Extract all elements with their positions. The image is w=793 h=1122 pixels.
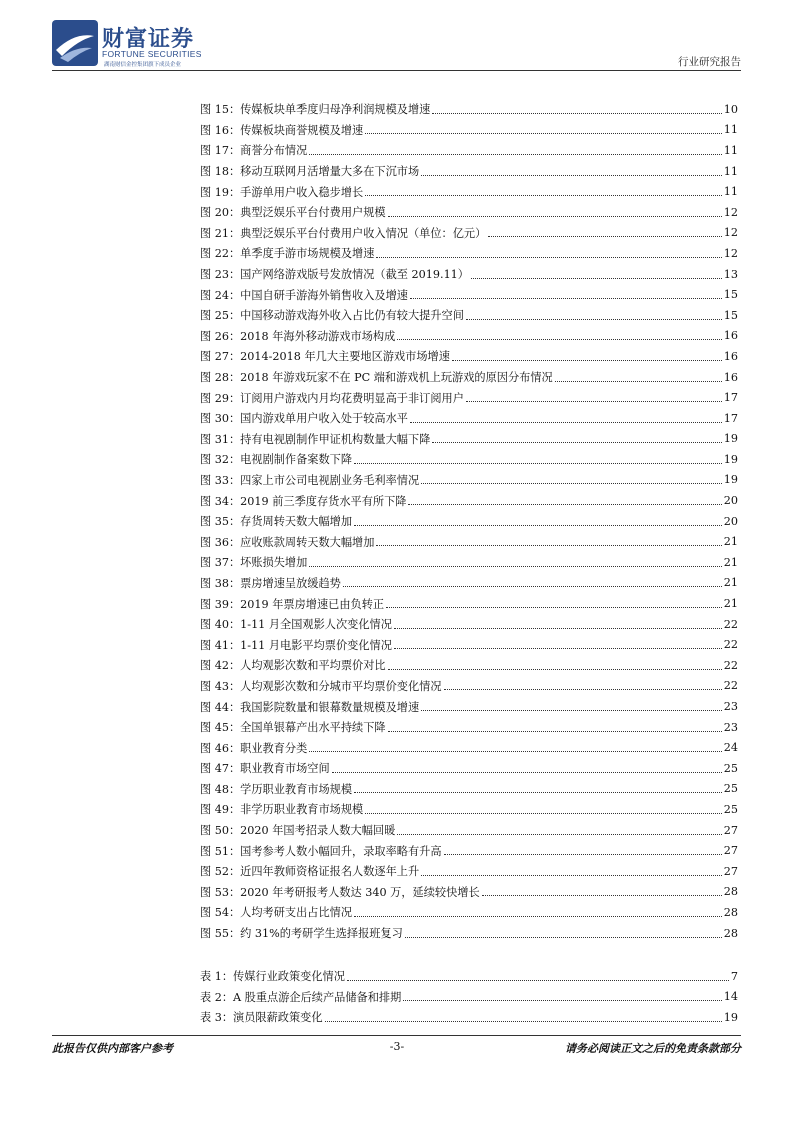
figure-entry-label: 图 36：应收账款周转天数大幅增加 xyxy=(200,535,375,549)
figure-entry-label: 图 40：1-11 月全国观影人次变化情况 xyxy=(200,618,392,632)
dot-leader xyxy=(388,731,722,732)
figure-entry-label: 图 27：2014-2018 年几大主要地区游戏市场增速 xyxy=(200,350,450,364)
footer-disclaimer-right: 请务必阅读正文之后的免责条款部分 xyxy=(565,1042,741,1055)
figure-entry-label: 图 32：电视剧制作备案数下降 xyxy=(200,453,353,467)
dot-leader xyxy=(354,916,722,917)
figure-entry[interactable] xyxy=(200,223,738,244)
figure-entry[interactable] xyxy=(200,552,738,573)
table-entry-page: 7 xyxy=(730,969,738,983)
figure-entry-page: 20 xyxy=(723,514,738,528)
figure-entry[interactable] xyxy=(200,470,738,491)
dot-leader xyxy=(343,586,722,587)
figure-entry[interactable] xyxy=(200,840,738,861)
figure-entry-page: 10 xyxy=(723,102,738,116)
figure-entry[interactable] xyxy=(200,655,738,676)
dot-leader xyxy=(421,710,722,711)
figure-entry-label: 图 18：移动互联网月活增量大多在下沉市场 xyxy=(200,165,420,179)
figure-entry-label: 图 43：人均观影次数和分城市平均票价变化情况 xyxy=(200,679,442,693)
figure-entry-label: 图 46：职业教育分类 xyxy=(200,741,308,755)
figure-entry-page: 12 xyxy=(723,226,738,240)
logo-english-name: FORTUNE SECURITIES xyxy=(102,49,202,59)
figure-entry-label: 图 33：四家上市公司电视剧业务毛利率情况 xyxy=(200,473,420,487)
figure-entry[interactable] xyxy=(200,346,738,367)
figure-entry-page: 11 xyxy=(723,123,738,137)
figure-entry-page: 15 xyxy=(723,308,738,322)
figure-entry-page: 17 xyxy=(723,391,738,405)
report-type-label: 行业研究报告 xyxy=(678,56,741,68)
dot-leader xyxy=(309,154,721,155)
logo-subtitle: 湖南财信金控集团旗下成员企业 xyxy=(104,62,182,68)
figure-entry-label: 图 53：2020 年考研报考人数达 340 万，延续较快增长 xyxy=(200,885,480,899)
figure-entry[interactable] xyxy=(200,902,738,923)
figure-entry-page: 21 xyxy=(723,555,738,569)
figure-entry-label: 图 47：职业教育市场空间 xyxy=(200,762,330,776)
dot-leader xyxy=(365,133,722,134)
figure-entry-label: 图 30：国内游戏单用户收入处于较高水平 xyxy=(200,412,408,426)
figure-entry[interactable] xyxy=(200,779,738,800)
figure-entry[interactable] xyxy=(200,531,738,552)
figure-entry[interactable] xyxy=(200,490,738,511)
figure-entry-page: 16 xyxy=(723,349,738,363)
figure-entry-label: 图 35：存货周转天数大幅增加 xyxy=(200,515,353,529)
figure-entry-label: 图 15：传媒板块单季度归母净利润规模及增速 xyxy=(200,103,431,117)
figure-entry-page: 25 xyxy=(723,761,738,775)
figure-entry-page: 22 xyxy=(723,617,738,631)
footer-divider xyxy=(52,1035,741,1036)
figure-entry[interactable] xyxy=(200,820,738,841)
figure-entry-label: 图 49：非学历职业教育市场规模 xyxy=(200,803,364,817)
figure-entry-label: 图 42：人均观影次数和平均票价对比 xyxy=(200,659,386,673)
figure-entry-page: 27 xyxy=(723,844,738,858)
figure-entry-page: 12 xyxy=(723,246,738,260)
dot-leader xyxy=(410,422,722,423)
figure-entry-page: 15 xyxy=(723,288,738,302)
figure-index-list xyxy=(200,99,738,943)
figure-entry-label: 图 45：全国单银幕产出水平持续下降 xyxy=(200,721,386,735)
figure-entry-page: 21 xyxy=(723,535,738,549)
table-entry-label: 表 1：传媒行业政策变化情况 xyxy=(200,970,345,984)
dot-leader xyxy=(388,669,722,670)
figure-entry-label: 图 23：国产网络游戏版号发放情况（截至 2019.11） xyxy=(200,268,469,282)
figure-entry-page: 21 xyxy=(723,576,738,590)
figure-entry-label: 图 28：2018 年游戏玩家不在 PC 端和游戏机上玩游戏的原因分布情况 xyxy=(200,371,553,385)
table-index-list xyxy=(200,966,738,1028)
figure-entry-page: 27 xyxy=(723,823,738,837)
figure-entry-page: 19 xyxy=(723,432,738,446)
dot-leader xyxy=(432,442,721,443)
dot-leader xyxy=(365,195,722,196)
figure-entry-page: 16 xyxy=(723,329,738,343)
fortune-logo-icon xyxy=(52,20,98,66)
figure-entry[interactable] xyxy=(200,99,738,120)
dot-leader xyxy=(354,792,722,793)
dot-leader xyxy=(386,607,722,608)
dot-leader xyxy=(555,381,722,382)
footer-disclaimer-left: 此报告仅供内部客户参考 xyxy=(52,1042,173,1055)
figure-entry[interactable] xyxy=(200,264,738,285)
dot-leader xyxy=(444,689,722,690)
dot-leader xyxy=(397,834,721,835)
dot-leader xyxy=(325,1021,722,1022)
dot-leader xyxy=(394,628,722,629)
figure-entry-label: 图 17：商誉分布情况 xyxy=(200,144,308,158)
figure-entry[interactable] xyxy=(200,676,738,697)
dot-leader xyxy=(309,751,721,752)
figure-entry-label: 图 37：坏账损失增加 xyxy=(200,556,308,570)
figure-entry[interactable] xyxy=(200,367,738,388)
dot-leader xyxy=(394,648,722,649)
figure-entry-page: 11 xyxy=(723,164,738,178)
dot-leader xyxy=(354,463,722,464)
figure-entry[interactable] xyxy=(200,511,738,532)
figure-entry-page: 21 xyxy=(723,597,738,611)
figure-entry-label: 图 48：学历职业教育市场规模 xyxy=(200,782,353,796)
figure-entry-label: 图 34：2019 前三季度存货水平有所下降 xyxy=(200,494,407,508)
figure-entry[interactable] xyxy=(200,737,738,758)
figure-entry-page: 22 xyxy=(723,638,738,652)
figure-entry-label: 图 29：订阅用户游戏内月均花费明显高于非订阅用户 xyxy=(200,391,464,405)
dot-leader xyxy=(482,895,722,896)
company-logo xyxy=(52,20,202,66)
figure-entry-label: 图 39：2019 年票房增速已由负转正 xyxy=(200,597,385,611)
figure-entry-page: 28 xyxy=(723,926,738,940)
dot-leader xyxy=(466,401,722,402)
dot-leader xyxy=(421,175,722,176)
dot-leader xyxy=(397,339,721,340)
figure-entry-page: 11 xyxy=(723,143,738,157)
table-entry-page: 19 xyxy=(723,1010,738,1024)
figure-entry-page: 17 xyxy=(723,411,738,425)
dot-leader xyxy=(410,298,722,299)
figure-entry-page: 23 xyxy=(723,720,738,734)
figure-entry[interactable] xyxy=(200,305,738,326)
dot-leader xyxy=(347,980,729,981)
figure-entry-page: 22 xyxy=(723,679,738,693)
figure-entry-page: 28 xyxy=(723,885,738,899)
dot-leader xyxy=(471,278,722,279)
figure-entry-page: 20 xyxy=(723,494,738,508)
figure-entry[interactable] xyxy=(200,717,738,738)
figure-entry[interactable] xyxy=(200,284,738,305)
figure-entry-label: 图 20：典型泛娱乐平台付费用户规模 xyxy=(200,206,386,220)
figure-entry-page: 12 xyxy=(723,205,738,219)
figure-entry-page: 16 xyxy=(723,370,738,384)
figure-entry-label: 图 54：人均考研支出占比情况 xyxy=(200,906,353,920)
dot-leader xyxy=(488,236,721,237)
table-entry-label: 表 3：演员限薪政策变化 xyxy=(200,1011,323,1025)
figure-entry[interactable] xyxy=(200,799,738,820)
figure-entry-page: 25 xyxy=(723,782,738,796)
figure-entry[interactable] xyxy=(200,634,738,655)
figure-entry[interactable] xyxy=(200,408,738,429)
figure-entry-label: 图 24：中国自研手游海外销售收入及增速 xyxy=(200,288,408,302)
figure-entry-label: 图 52：近四年教师资格证报名人数逐年上升 xyxy=(200,865,420,879)
figure-entry[interactable] xyxy=(200,861,738,882)
figure-entry-label: 图 25：中国移动游戏海外收入占比仍有较大提升空间 xyxy=(200,309,464,323)
dot-leader xyxy=(432,113,721,114)
figure-entry[interactable] xyxy=(200,696,738,717)
page-number: -3- xyxy=(389,1040,405,1053)
dot-leader xyxy=(452,360,722,361)
dot-leader xyxy=(376,545,721,546)
header-divider xyxy=(52,70,741,71)
page-header xyxy=(0,0,793,72)
figure-entry[interactable] xyxy=(200,573,738,594)
dot-leader xyxy=(444,854,722,855)
figure-entry-label: 图 26：2018 年海外移动游戏市场构成 xyxy=(200,329,396,343)
figure-entry[interactable] xyxy=(200,923,738,944)
dot-leader xyxy=(365,813,722,814)
figure-entry[interactable] xyxy=(200,120,738,141)
figure-entry-page: 25 xyxy=(723,802,738,816)
figure-entry-label: 图 16：传媒板块商誉规模及增速 xyxy=(200,123,364,137)
figure-entry-page: 19 xyxy=(723,473,738,487)
figure-entry-label: 图 55：约 31%的考研学生选择报班复习 xyxy=(200,927,403,941)
dot-leader xyxy=(405,937,722,938)
dot-leader xyxy=(376,257,721,258)
figure-entry-label: 图 31：持有电视剧制作甲证机构数量大幅下降 xyxy=(200,432,431,446)
dot-leader xyxy=(421,875,722,876)
dot-leader xyxy=(309,566,721,567)
figure-entry-label: 图 19：手游单用户收入稳步增长 xyxy=(200,185,364,199)
figure-entry-page: 27 xyxy=(723,864,738,878)
figure-entry[interactable] xyxy=(200,593,738,614)
figure-entry[interactable] xyxy=(200,326,738,347)
dot-leader xyxy=(466,319,722,320)
dot-leader xyxy=(388,216,722,217)
table-entry-page: 14 xyxy=(723,990,738,1004)
figure-entry-page: 28 xyxy=(723,905,738,919)
table-entry[interactable] xyxy=(200,966,738,987)
figure-entry-label: 图 38：票房增速呈放缓趋势 xyxy=(200,576,341,590)
figure-entry-label: 图 50：2020 年国考招录人数大幅回暖 xyxy=(200,824,396,838)
figure-entry-label: 图 44：我国影院数量和银幕数量规模及增速 xyxy=(200,700,420,714)
dot-leader xyxy=(408,504,721,505)
figure-entry[interactable] xyxy=(200,758,738,779)
figure-entry[interactable] xyxy=(200,181,738,202)
figure-entry[interactable] xyxy=(200,243,738,264)
figure-entry-label: 图 41：1-11 月电影平均票价变化情况 xyxy=(200,638,392,652)
dot-leader xyxy=(332,772,722,773)
figure-entry[interactable] xyxy=(200,614,738,635)
dot-leader xyxy=(403,1000,721,1001)
figure-entry[interactable] xyxy=(200,429,738,450)
dot-leader xyxy=(354,525,722,526)
figure-entry-label: 图 22：单季度手游市场规模及增速 xyxy=(200,247,375,261)
figure-entry-page: 13 xyxy=(723,267,738,281)
figure-entry[interactable] xyxy=(200,161,738,182)
figure-entry[interactable] xyxy=(200,449,738,470)
figure-entry[interactable] xyxy=(200,882,738,903)
figure-entry-page: 19 xyxy=(723,452,738,466)
figure-entry-label: 图 21：典型泛娱乐平台付费用户收入情况（单位：亿元） xyxy=(200,226,487,240)
figure-entry-page: 23 xyxy=(723,700,738,714)
figure-entry-page: 24 xyxy=(723,741,738,755)
figure-entry-page: 11 xyxy=(723,185,738,199)
logo-chinese-name: 财富证券 xyxy=(102,27,195,52)
table-entry[interactable] xyxy=(200,1007,738,1028)
figure-entry-label: 图 51：国考参考人数小幅回升，录取率略有升高 xyxy=(200,844,442,858)
figure-entry[interactable] xyxy=(200,387,738,408)
figure-entry[interactable] xyxy=(200,202,738,223)
figure-entry-page: 22 xyxy=(723,658,738,672)
dot-leader xyxy=(421,483,722,484)
table-entry-label: 表 2：A 股重点游企后续产品储备和排期 xyxy=(200,990,402,1004)
figure-entry[interactable] xyxy=(200,140,738,161)
table-entry[interactable] xyxy=(200,987,738,1008)
